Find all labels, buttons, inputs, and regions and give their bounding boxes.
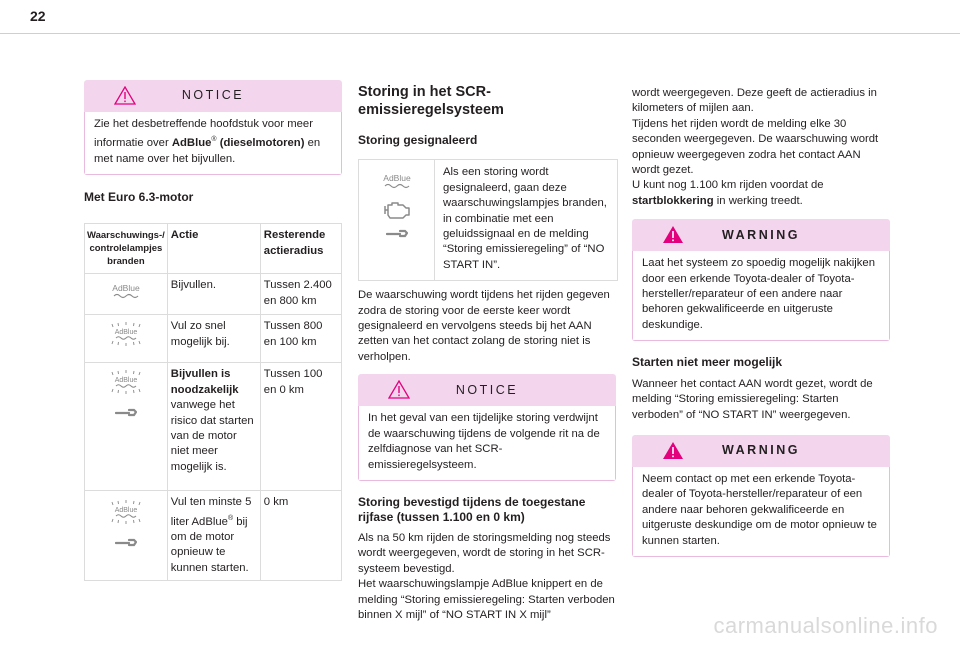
warning-triangle-icon — [662, 225, 684, 244]
col-header-action: Actie — [167, 224, 260, 274]
wrench-icon — [85, 531, 167, 552]
starten-heading: Starten niet meer mogelijk — [632, 355, 783, 370]
bevestigd-paragraph-2: Het waarschuwingslampje AdBlue knippert en de melding “Storing emissieregeling: Starten verboden binnen X mijl” of “NO START IN X mijl” — [358, 578, 615, 621]
row-range: 0 km — [260, 491, 341, 581]
warning-body — [632, 467, 890, 557]
bevestigd-heading: Storing bevestigd tijdens de toegestane rijfase (tussen 1.100 en 0 km) — [358, 494, 586, 524]
svg-text:AdBlue: AdBlue — [114, 329, 138, 337]
storing-gesignaleerd-heading: Storing gesignaleerd — [358, 133, 478, 147]
notice-text: In het geval van een tijdelijke storing verdwijnt de waarschuwing tijdens de volgende rit na de zelfdiagnose van het SCR-emissieregelsysteem. — [368, 412, 600, 471]
warning-text: Neem contact op met een erkende Toyota-dealer of Toyota-hersteller/reparateur of een andere naar behoren gekwalificeerde en uitgeruste deskundige om de motor opnieuw te kunnen starten. — [642, 472, 877, 547]
header-divider — [0, 33, 960, 34]
page-number: 22 — [30, 8, 46, 24]
row-action: Vul ten minste 5 liter AdBlue® bij om de motor opnieuw te kunnen starten. — [167, 491, 260, 581]
svg-text:AdBlue: AdBlue — [112, 283, 140, 294]
col3-paragraph-1: wordt weergegeven. Deze geeft de actieradius in kilometers of mijlen aan. — [632, 87, 877, 115]
adblue-icon — [85, 274, 167, 307]
column-3 — [632, 86, 890, 557]
notice-triangle-icon — [114, 86, 136, 105]
row-range: Tussen 800 en 100 km — [260, 315, 341, 363]
adblue-flashing-icon — [85, 491, 167, 530]
storing-title: Storing in het SCR-emissieregelsysteem — [358, 84, 504, 118]
notice-text: Zie het desbetreffende hoofdstuk voor meer informatie over AdBlue® (dieselmotoren) en met name over het bijvullen. — [94, 118, 321, 165]
euro-heading: Met Euro 6.3-motor — [84, 190, 194, 204]
storing-paragraph: De waarschuwing wordt tijdens het rijden gegeven zodra de storing voor de eerste keer wordt gesignaleerd en vervolgens steeds bij het AAN zetten van het contact zolang de storing niet is verholpen. — [358, 289, 610, 363]
row-range: Tussen 100 en 0 km — [260, 363, 341, 491]
col-header-lamps: Waarschuwings-/ controlelampjes branden — [85, 224, 168, 274]
row-action: vanwege het risico dat starten van de motor niet meer mogelijk is. — [170, 399, 254, 473]
notice-header — [358, 374, 616, 406]
notice-header — [84, 80, 342, 112]
col3-paragraph-2: Tijdens het rijden wordt de melding elke 30 seconden weergegeven. De waarschuwing wordt opnieuw weergegeven zodra het contact AAN wordt gezet. — [632, 117, 879, 177]
column-2 — [358, 83, 616, 623]
warning-title: WARNING — [722, 443, 800, 458]
notice-title: NOTICE — [455, 382, 519, 397]
bevestigd-paragraph-1: Als na 50 km rijden de storingsmelding nog steeds wordt weergegeven, wordt de storing in het SCR-systeem bevestigd. — [358, 531, 611, 575]
watermark: carmanualsonline.info — [713, 613, 938, 638]
warning-header — [632, 219, 890, 251]
starten-text: Wanneer het contact AAN wordt gezet, wordt de melding “Storing emissieregeling: Starten verboden” of “NO START IN” weergegeven. — [632, 377, 873, 421]
column-1 — [84, 80, 342, 581]
notice-box-temporary — [358, 374, 616, 481]
col-header-range: Resterende actieradius — [260, 224, 341, 274]
svg-text:AdBlue: AdBlue — [114, 377, 138, 385]
table-header-row — [85, 224, 342, 274]
adblue-flashing-icon — [85, 363, 167, 400]
row-action-bold: Bijvullen is noodzakelijk — [170, 368, 239, 396]
svg-text:AdBlue: AdBlue — [114, 507, 138, 515]
table-row — [85, 315, 342, 363]
table-row — [85, 363, 342, 491]
table-row — [85, 274, 342, 315]
warning-text: Laat het systeem zo spoedig mogelijk nakijken door een erkende Toyota-dealer of Toyota-hersteller/reparateur of een andere naar behoren gekwalificeerde en uitgeruste deskundige. — [642, 257, 875, 331]
adblue-flashing-icon — [85, 315, 167, 352]
warning-body — [632, 251, 890, 341]
table-row — [85, 491, 342, 581]
wrench-icon — [85, 401, 167, 422]
warning-box-restart — [632, 435, 890, 557]
warning-header — [632, 435, 890, 467]
row-action: Vul zo snel mogelijk bij. — [167, 315, 260, 363]
row-action: Bijvullen. — [167, 274, 260, 315]
adblue-icon — [379, 172, 415, 192]
wrench-icon — [386, 228, 408, 238]
warning-lamps-box — [358, 159, 618, 281]
warning-title: WARNING — [722, 227, 800, 242]
col3-paragraph-3: U kunt nog 1.100 km rijden voordat de startblokkering in werking treedt. — [632, 179, 824, 207]
row-range: Tussen 2.400 en 800 km — [260, 274, 341, 315]
notice-box-adblue — [84, 80, 342, 175]
warning-box-inspect — [632, 219, 890, 341]
svg-text:AdBlue: AdBlue — [382, 173, 411, 184]
notice-body — [358, 406, 616, 481]
notice-triangle-icon — [388, 380, 410, 399]
warning-triangle-icon — [662, 441, 684, 460]
notice-title: NOTICE — [181, 88, 245, 103]
engine-icon — [382, 200, 412, 220]
adblue-table — [84, 223, 342, 581]
notice-body — [84, 112, 342, 175]
warning-lamps-text: Als een storing wordt gesignaleerd, gaan deze waarschuwingslampjes branden, in combinatie met een geluidssignaal en de melding “Storing emissieregeling” of “NO START IN”. — [443, 166, 607, 271]
